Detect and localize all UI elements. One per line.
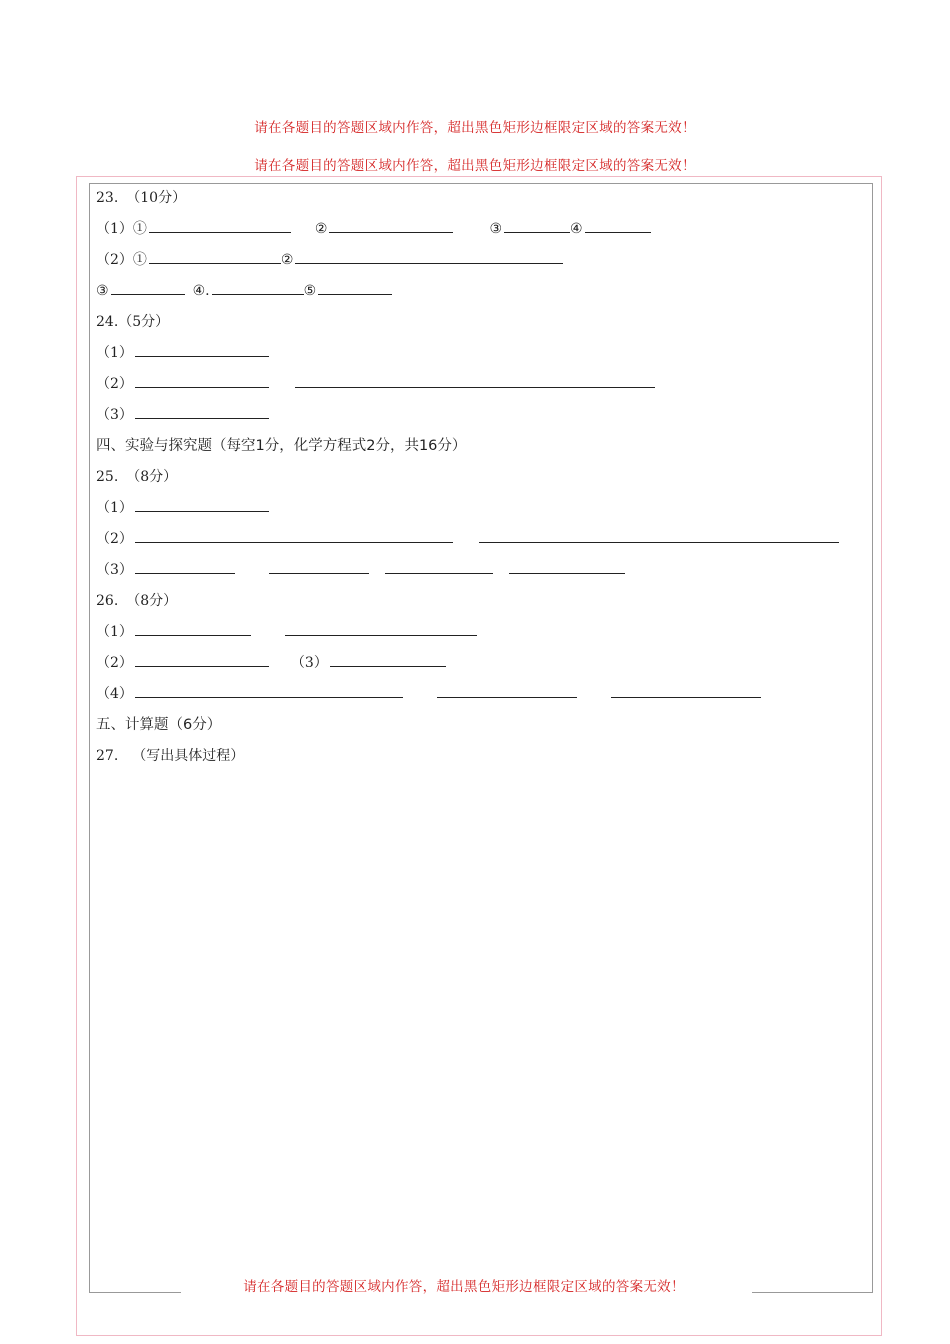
q23-3-blank3[interactable] [111, 280, 185, 295]
q26-1-blank2[interactable] [285, 621, 477, 636]
section-5-title: 五、计算题（6分） [96, 717, 222, 733]
q23-line-1 [96, 214, 856, 245]
q26-4-blank1[interactable] [135, 683, 403, 698]
q23-1-mark4: ④ [570, 221, 583, 237]
q23-3-blank5[interactable] [318, 280, 392, 295]
q27-note: （写出具体过程） [132, 748, 245, 764]
q23-3-mark4: ④ [192, 283, 206, 299]
q25-2-blank1[interactable] [135, 528, 453, 543]
q25-1-blank[interactable] [135, 497, 269, 512]
q27-number: 27. [96, 748, 119, 764]
q26-4-blank2[interactable] [437, 683, 577, 698]
q25-score: （8分） [126, 469, 178, 485]
q26-1-blank1[interactable] [135, 621, 251, 636]
q27-title [96, 741, 856, 772]
q23-1-blank3[interactable] [504, 218, 570, 233]
q25-part3-label: （3） [96, 562, 133, 578]
q25-2-blank2[interactable] [479, 528, 839, 543]
q23-1-mark2: ② [314, 221, 328, 237]
q24-title-text: 24.（5分） [96, 314, 170, 330]
q25-3-blank3[interactable] [385, 559, 493, 574]
q23-part1-label: （1） [96, 221, 133, 237]
q23-2-blank2[interactable] [295, 249, 563, 264]
q23-3-mark5: ⑤ [303, 283, 317, 299]
q23-2-mark2: ② [280, 252, 294, 268]
q23-1-blank1[interactable] [149, 218, 291, 233]
q23-1-blank2[interactable] [329, 218, 453, 233]
q23-line-3 [96, 276, 856, 307]
q26-part1-label: （1） [96, 624, 133, 640]
q23-1-mark3: ③ [489, 221, 503, 237]
q26-3-blank[interactable] [330, 652, 446, 667]
q26-2-blank[interactable] [135, 652, 269, 667]
q25-line-2 [96, 524, 856, 555]
q23-1-blank4[interactable] [585, 218, 651, 233]
q25-part2-label: （2） [96, 531, 133, 547]
q26-score: （8分） [126, 593, 178, 609]
q23-score: （10分） [126, 190, 187, 206]
q26-line-4 [96, 679, 856, 710]
q26-4-blank3[interactable] [611, 683, 761, 698]
q23-2-blank1[interactable] [149, 249, 281, 264]
q24-2-blank1[interactable] [135, 373, 269, 388]
q25-3-blank1[interactable] [135, 559, 235, 574]
q26-part2-label: （2） [96, 655, 133, 671]
q25-line-1 [96, 493, 856, 524]
q25-3-blank4[interactable] [509, 559, 625, 574]
q23-2-mark1: ① [132, 252, 147, 268]
q24-part2-label: （2） [96, 376, 133, 392]
q23-line-2 [96, 245, 856, 276]
q23-number: 23. [96, 190, 119, 206]
q25-number: 25. [96, 469, 119, 485]
q26-number: 26. [96, 593, 119, 609]
q26-title [96, 586, 856, 617]
section-5-heading [96, 710, 856, 741]
q23-3-blank4[interactable] [212, 280, 304, 295]
q23-3-mark3: ③ [96, 283, 109, 299]
q26-line-2 [96, 648, 856, 679]
q26-part4-label: （4） [96, 686, 133, 702]
warning-bottom: 请在各题目的答题区域内作答，超出黑色矩形边框限定区域的答案无效！ [243, 1279, 685, 1295]
q24-2-blank2[interactable] [295, 373, 655, 388]
q24-line-3 [96, 400, 856, 431]
q23-title [96, 183, 856, 214]
q25-title [96, 462, 856, 493]
q26-part3-label: （3） [290, 655, 328, 671]
q25-3-blank2[interactable] [269, 559, 369, 574]
q25-part1-label: （1） [96, 500, 133, 516]
warning-top-2: 请在各题目的答题区域内作答，超出黑色矩形边框限定区域的答案无效！ [254, 158, 696, 174]
q23-3-dot: . [205, 283, 210, 299]
q24-part1-label: （1） [96, 345, 133, 361]
q24-part3-label: （3） [96, 407, 133, 423]
q24-1-blank[interactable] [135, 342, 269, 357]
section-4-heading [96, 431, 856, 462]
q24-3-blank[interactable] [135, 404, 269, 419]
q27-answer-area[interactable] [96, 772, 856, 1262]
q23-1-mark1: ① [132, 221, 147, 237]
q24-line-2 [96, 369, 856, 400]
warning-top-1: 请在各题目的答题区域内作答，超出黑色矩形边框限定区域的答案无效！ [254, 120, 696, 136]
q24-title [96, 307, 856, 338]
q26-line-1 [96, 617, 856, 648]
q24-line-1 [96, 338, 856, 369]
answer-sheet-content [96, 183, 856, 1262]
section-4-title: 四、实验与探究题（每空1分，化学方程式2分，共16分） [96, 438, 467, 454]
q25-line-3 [96, 555, 856, 586]
q23-part2-label: （2） [96, 252, 133, 268]
